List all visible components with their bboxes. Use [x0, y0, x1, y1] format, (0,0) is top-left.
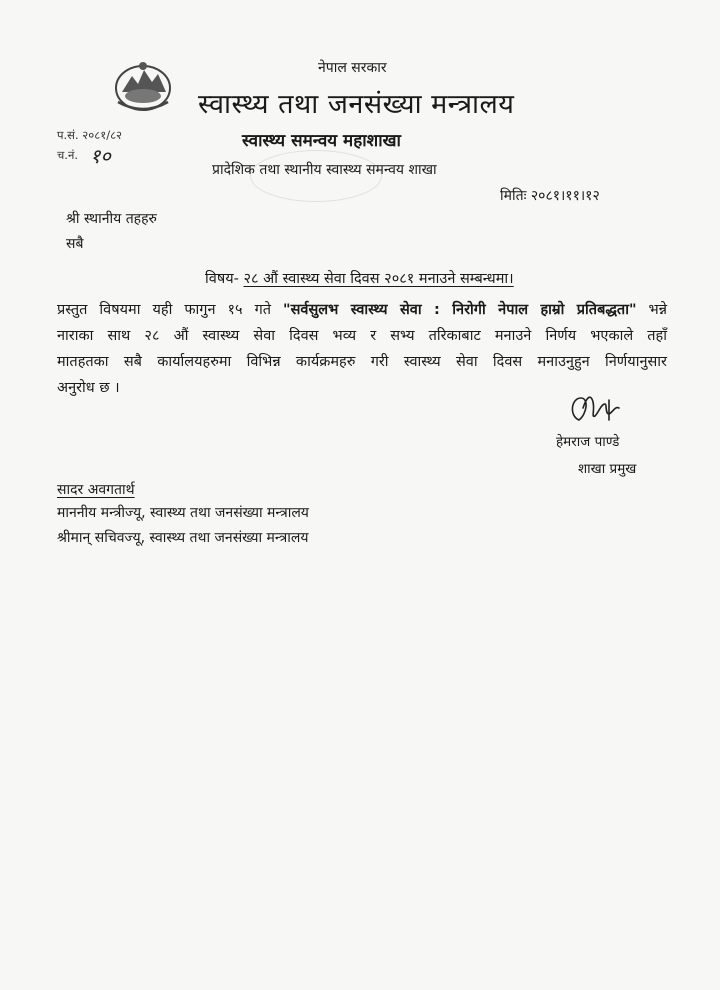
subject-label: विषय- [205, 271, 239, 287]
signatory-name: हेमराज पाण्डे [556, 434, 620, 450]
cc-heading: सादर अवगतार्थ [57, 482, 135, 498]
dispatch-number: १० [90, 144, 111, 168]
body-line: नाराका साथ २८ औं स्वास्थ्य सेवा दिवस भव्य र सभ्य तरिकाबाट मनाउने निर्णय भएकाले तहाँ [57, 328, 667, 344]
ministry-name: स्वास्थ्य तथा जनसंख्या मन्त्रालय [198, 89, 515, 120]
letter-date: मितिः २०८१।११।१२ [500, 188, 600, 204]
cc-item: श्रीमान् सचिवज्यू, स्वास्थ्य तथा जनसंख्या मन्त्रालय [57, 530, 309, 546]
letter-body [57, 297, 667, 401]
body-line: अनुरोध छ । [57, 380, 120, 396]
cc-item: माननीय मन्त्रीज्यू, स्वास्थ्य तथा जनसंख्या मन्त्रालय [57, 505, 309, 521]
signatory-title: शाखा प्रमुख [578, 461, 637, 477]
body-text: भन्ने [636, 302, 667, 318]
slogan: "सर्वसुलभ स्वास्थ्य सेवा : निरोगी नेपाल हाम्रो प्रतिबद्धता" [283, 302, 637, 318]
body-line: मातहतका सबै कार्यालयहरुमा विभिन्न कार्यक्रमहरु गरी स्वास्थ्य सेवा दिवस मनाउनुहुन निर्णयानुसार [57, 354, 667, 370]
government-name: नेपाल सरकार [318, 60, 387, 76]
fiscal-year-ref: प.सं. २०८१/८२ [57, 128, 123, 142]
subject-line [205, 268, 514, 288]
body-text: प्रस्तुत विषयमा यही फागुन १५ गते [57, 302, 284, 318]
addressee-line: सबै [66, 236, 84, 252]
nepal-emblem-icon [112, 58, 174, 114]
subject-text: २८ औं स्वास्थ्य सेवा दिवस २०८१ मनाउने सम्बन्धमा। [243, 271, 514, 287]
signature-icon [565, 390, 635, 428]
addressee-line: श्री स्थानीय तहहरु [66, 211, 157, 227]
body-line [57, 297, 667, 323]
dispatch-label: च.नं. [57, 148, 78, 162]
division-name: स्वास्थ्य समन्वय महाशाखा [242, 131, 401, 151]
section-name: प्रादेशिक तथा स्थानीय स्वास्थ्य समन्वय शाखा [212, 162, 437, 178]
